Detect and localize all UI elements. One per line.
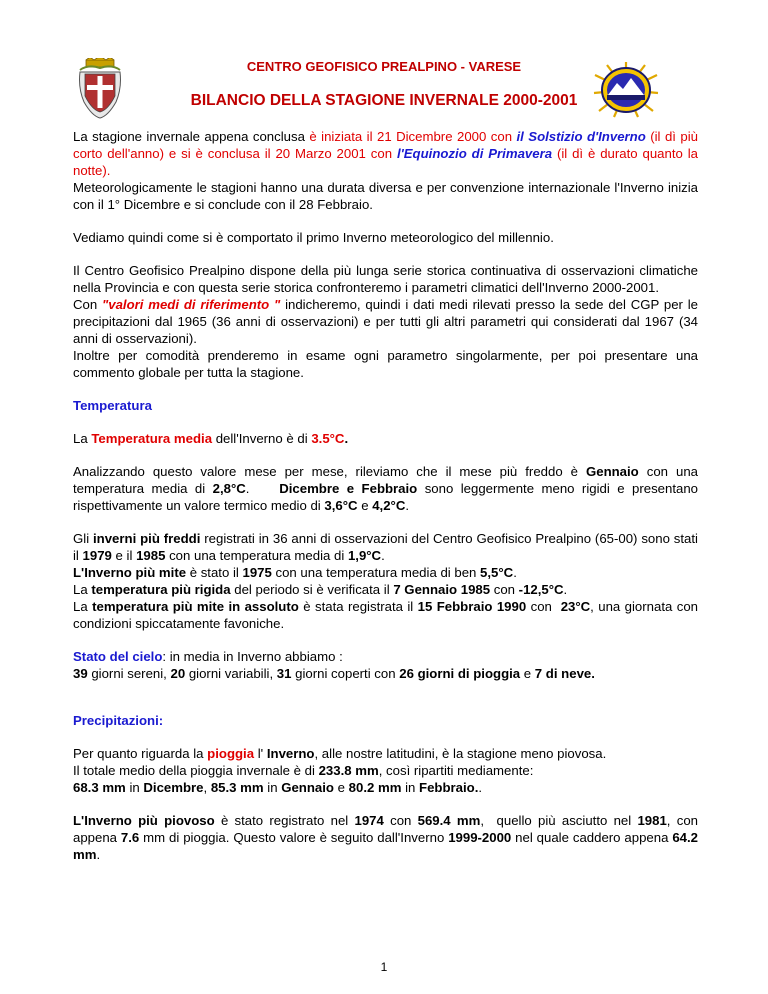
temperatura-media-paragraph: La Temperatura media dell'Inverno è di 3.5°C. — [73, 431, 349, 446]
vediamo-paragraph: Vediamo quindi come si è comportato il primo Inverno meteorologico del millennio. — [73, 230, 554, 245]
intro-paragraph: La stagione invernale appena conclusa è iniziata il 21 Dicembre 2000 con il Solstizio d'Inverno (il dì più corto dell'anno) e si è conclusa il 20 Marzo 2001 con l'Equinozio di Primavera (il dì è durato quanto la notte). Meteorologicamente le stagioni hanno una durata diversa e per convenzione internazionale l'Inverno inizia con il 1° Dicembre e si conclude con il 28 Febbraio. — [73, 129, 698, 212]
temperatura-record-paragraph: Gli inverni più freddi registrati in 36 anni di osservazioni del Centro Geofisico Prealpino (65-00) sono stati il 1979 e il 1985 con una temperatura media di 1,9°C. L'Inverno più mite è stato il 1975 con una temperatura media di ben 5,5°C. La temperatura più rigida del periodo si è verificata il 7 Gennaio 1985 con -12,5°C. La temperatura più mite in assoluto è stata registrata il 15 Febbraio 1990 con 23°C, una giornata con condizioni spiccatamente favoniche. — [73, 531, 699, 631]
inverno-piovoso-paragraph: L'Inverno più piovoso è stato registrato nel 1974 con 569.4 mm, quello più asciutto nel 1981, con appena 7.6 mm di pioggia. Questo valore è seguito dall'Inverno 1999-2000 nel quale caddero appena 64.2 mm. — [73, 813, 698, 862]
stato-cielo-paragraph: Stato del cielo: in media in Inverno abbiamo : 39 giorni sereni, 20 giorni variabili, 31 giorni coperti con 26 giorni di pioggia e 7 di neve. — [73, 649, 595, 681]
heading-temperatura: Temperatura — [73, 398, 152, 413]
page-title: BILANCIO DELLA STAGIONE INVERNALE 2000-2001 — [190, 92, 578, 109]
cgp-paragraph: Il Centro Geofisico Prealpino dispone della più lunga serie storica continuativa di osservazioni climatiche nella Provincia e con questa serie storica confronteremo i parametri climatici dell'Inverno 2000-2001. Con "valori medi di riferimento " indicheremo, quindi i dati medi rilevati presso la sede del CGP per le precipitazioni dal 1965 (36 anni di osservazioni) e per tutti gli altri parametri qui considerati dal 1967 (34 anni di osservazioni). Inoltre per comodità prenderemo in esame ogni parametro singolarmente, per poi presentare una commento globale per tutta la stagione. — [73, 263, 698, 380]
cgp-logo-icon — [593, 61, 659, 119]
temperatura-mesi-paragraph: Analizzando questo valore mese per mese, rileviamo che il mese più freddo è Gennaio con una temperatura media di 2,8°C. Dicembre e Febbraio sono leggermente meno rigidi e presentano rispettivamente un valore termico medio di 3,6°C e 4,2°C. — [73, 464, 699, 513]
heading-precipitazioni: Precipitazioni: — [73, 713, 164, 728]
precipitazioni-paragraph: Per quanto riguarda la pioggia l' Inverno, alle nostre latitudini, è la stagione meno piovosa. Il totale medio della pioggia invernale è di 233.8 mm, così ripartiti mediamente: 68.3 mm in Dicembre, 85.3 mm in Gennaio e 80.2 mm in Febbraio.. — [73, 746, 607, 795]
document-body — [73, 128, 698, 879]
organization-name: CENTRO GEOFISICO PREALPINO - VARESE — [246, 59, 522, 74]
page-number: 1 — [380, 960, 388, 974]
